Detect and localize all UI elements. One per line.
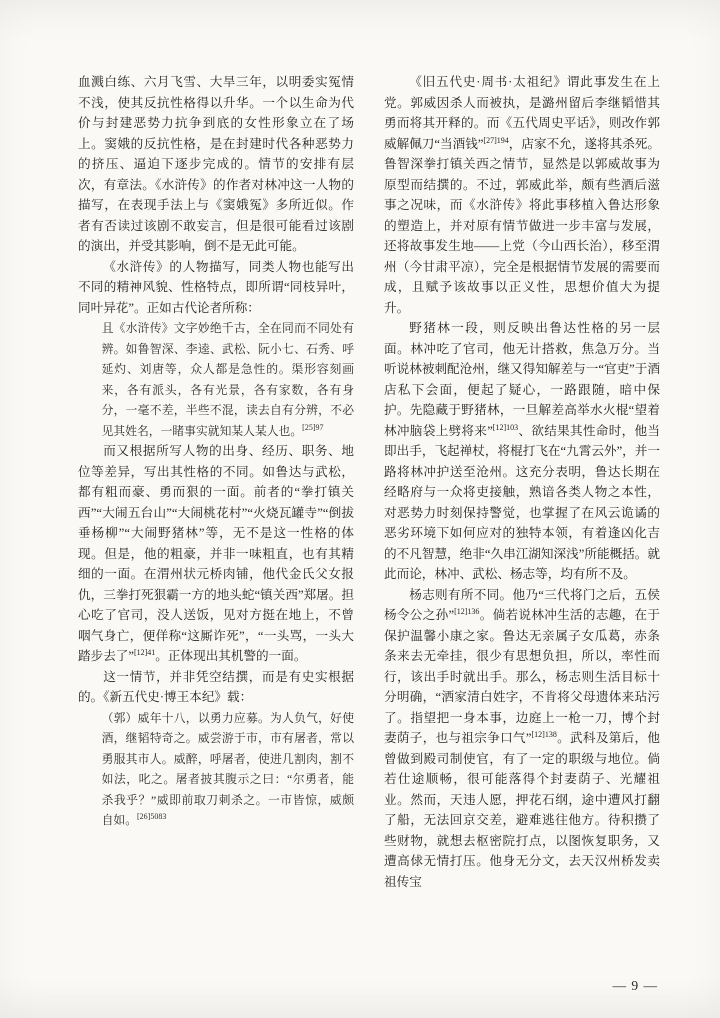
paragraph: 杨志则有所不同。他乃“三代将门之后，五侯杨令公之孙”$^{[12]136}$。倘若说林冲生活的志趣，在于保护温馨小康之家。鲁达无亲属子女瓜葛，赤条条来去无牵挂，很少有思想负担，所以，率性而行，该出手时就出手。那么，杨志则生活目标十分明确，“洒家清白姓字，不肯将父母遗体来玷污了。指望把一身本事，边庭上一枪一刀，博个封妻荫子，也与祖宗争口气”$^{[12]138}$。武科及第后，他曾做到殿司制使官，有了一定的职级与地位。倘若仕途顺畅，很可能落得个封妻荫子、光耀祖业。然而，天违人愿，押花石纲，途中遭风打翻了船，无法回京交差，避难逃往他方。待积攒了些财物，就想去枢密院打点，以图恢复职务，又遭高俅无情打压。他身无分文，去天汉州桥发卖祖传宝 [384,587,660,889]
block-quote: （郭）威年十八，以勇力应募。为人负气，好使酒，继韬特奇之。威尝游于市，市有屠者，常以勇服其市人。威醉，呼屠者，使进几割肉，割不如法，叱之。屠者披其腹示之曰：“尔勇者，能杀我乎？”威即前取刀刺杀之。一市皆惊，威颇自如。$^{[26]5083}$ [101,710,354,827]
paragraph: 这一情节，并非凭空结撰，而是有史实根据的。《新五代史·博王本纪》载： [78,669,354,704]
paragraph: 血溅白练、六月飞雪、大旱三年，以明委实冤情不浅，使其反抗性格得以升华。一个以生命为代价与封建恶势力抗争到底的女性形象立在了场上。窦娥的反抗性格，是在封建时代各种恶势力的挤压、逼迫下逐步完成的。情节的安排有层次，有章法。《水浒传》的作者对林冲这一人物的描写，在表现手法上与《窦娥冤》多所近似。作者有否读过该剧不敢妄言，但是很可能看过该剧的演出，并受其影响，倒不是无此可能。 [78,75,354,253]
paragraph: 《水浒传》的人物描写，同类人物也能写出不同的精神风貌、性格特点，即所谓“同枝异叶，同叶异花”。正如古代论者所称： [78,259,354,315]
paragraph: 《旧五代史·周书·太祖纪》谓此事发生在上党。郭威因杀人而被执，是潞州留后李继韬惜其勇而将其开释的。而《五代周史平话》，则改作郭威解佩刀“当酒钱”$^{[27]194}$，店家不允，遂将其杀死。鲁智深拳打镇关西之情节，显然是以郭威故事为原型而结撰的。不过，郭威此举，颇有些酒后滋事之况味，而《水浒传》将此事移植入鲁达形象的塑造上，并对原有情节做进一步丰富与发展，还将故事发生地——上党（今山西长治），移至渭州（今甘肃平凉），完全是根据情节发展的需要而成，且赋予该故事以正义性，思想价值大为提升。 [384,75,660,315]
paragraph: 而又根据所写人物的出身、经历、职务、地位等差异，写出其性格的不同。如鲁达与武松，都有粗而豪、勇而狠的一面。前者的“拳打镇关西”“大闹五台山”“大闹桃花村”“火烧瓦罐寺”“倒拔垂杨柳”“大闹野猪林”等，无不是这一性格的体现。但是，他的粗豪，并非一味粗直，也有其精细的一面。在渭州状元桥肉铺，他代金氏父女报仇，三拳打死狠霸一方的地头蛇“镇关西”郑屠。担心吃了官司，没人送饭，见对方挺在地上，不曾咽气身亡，便佯称“这厮诈死”，“一头骂，一头大踏步去了”$^{[12]41}$。正体现出其机警的一面。 [78,444,354,663]
left-column [78,72,354,982]
block-quote: 且《水浒传》文字妙绝千古，全在同而不同处有辨。如鲁智深、李逵、武松、阮小七、石秀、呼延灼、刘唐等，众人都是急性的。渠形容刻画来，各有派头，各有光景，各有家数，各有身分，一毫不差，半些不混，读去自有分辨，不必见其姓名，一睹事实就知某人某人也。$^{[25]97}$ [101,321,354,438]
right-column [384,72,660,982]
paragraph: 野猪林一段，则反映出鲁达性格的另一层面。林冲吃了官司，他无计搭救，焦急万分。当听说林被刺配沧州，继又得知解差与一“官吏”于酒店私下会面，便起了疑心，一路跟随，暗中保护。先隐藏于野猪林，一旦解差高举水火棍“望着林冲脑袋上劈将来”$^{[12]103}$、欲结果其性命时，他当即出手，飞起禅杖，将棍打飞在“九霄云外”，并一路将林冲护送至沧州。这充分表明，鲁达长期在经略府与一众将吏接触，熟谙各类人物之本性，对恶势力时刻保持警觉，也掌握了在风云诡谲的恶劣环境下如何应对的独特本领，有着逢凶化吉的不凡智慧，绝非“久串江湖知深浅”所能概括。就此而论，林冲、武松、杨志等，均有所不及。 [384,321,660,581]
text-columns [78,72,660,982]
page-number: — 9 — [612,978,658,993]
